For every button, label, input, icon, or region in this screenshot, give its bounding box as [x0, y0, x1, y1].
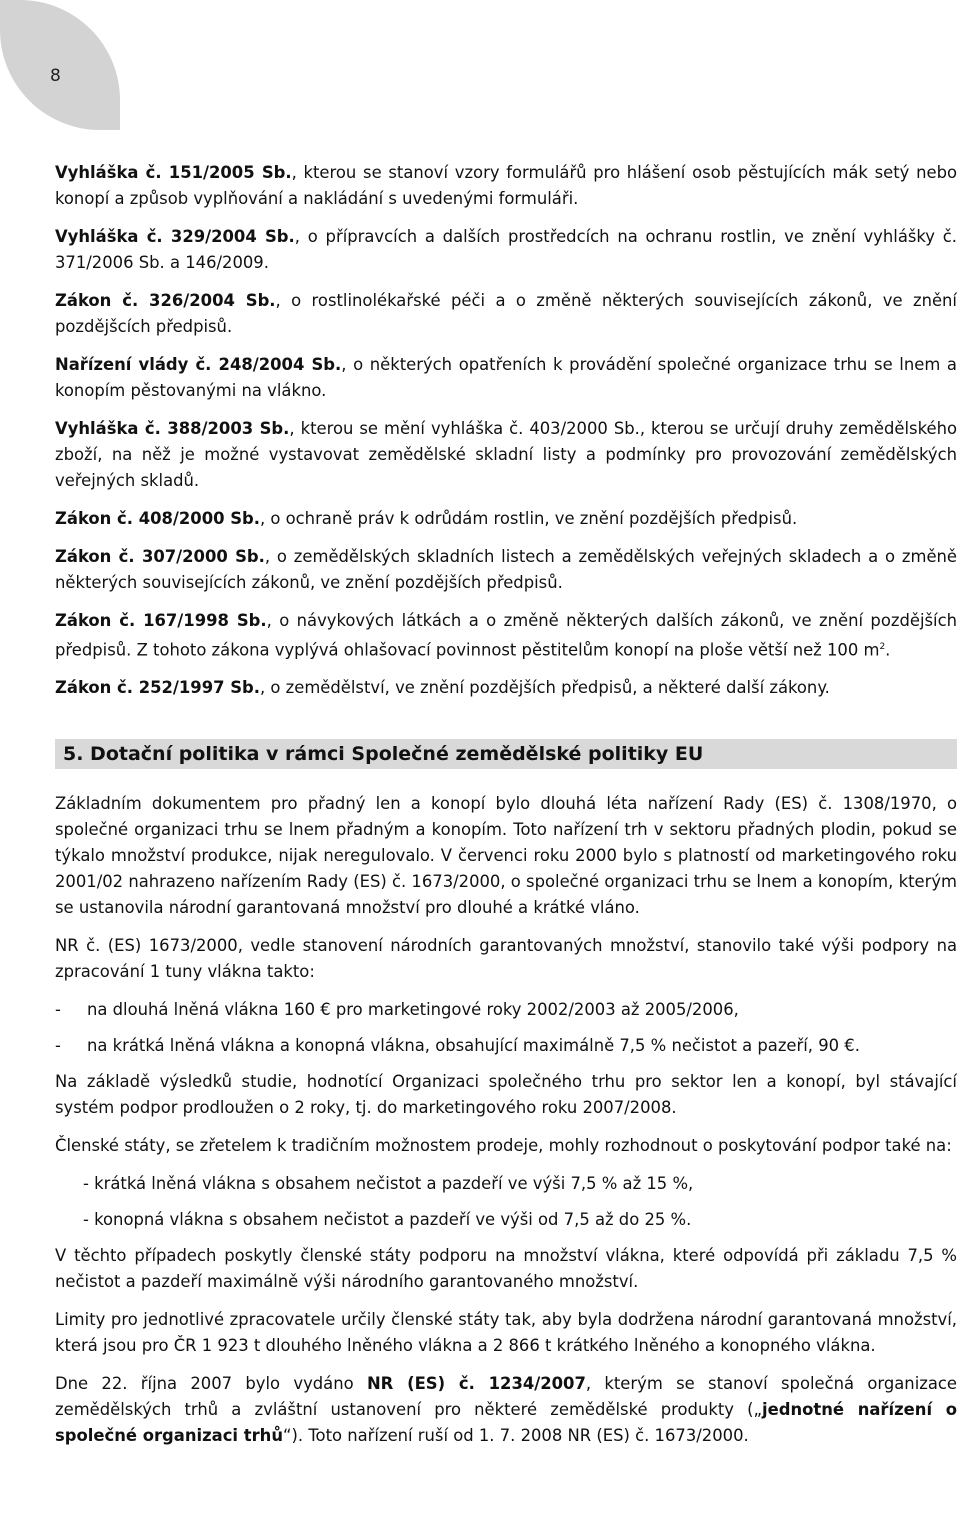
legislation-item — [55, 608, 957, 663]
section-heading-bar — [55, 739, 957, 769]
legislation-item — [55, 288, 957, 340]
legislation-text: , kterou se stanoví vzory formulářů pro hlášení osob pěstujících mák setý nebo konopí a způsob vyplňování a nakládání s uvedenými formuláři. — [55, 163, 957, 208]
legislation-ref: Zákon č. 307/2000 Sb. — [55, 547, 265, 566]
bold-text-run: jednotné nařízení o společné organizaci trhů — [55, 1400, 957, 1446]
legislation-text: , o rostlinolékařské péči a o změně některých souvisejících zákonů, ve znění pozdějšcích předpisů. — [55, 291, 957, 336]
legislation-text: , o ochraně práv k odrůdám rostlin, ve znění pozdějších předpisů. — [259, 509, 798, 528]
sub-list-item: - konopná vlákna s obsahem nečistot a pazdeří ve výši od 7,5 až do 25 %. — [83, 1210, 692, 1230]
sub-list-item: - krátká lněná vlákna s obsahem nečistot a pazdeří ve výši 7,5 % až 15 %, — [83, 1174, 694, 1194]
legislation-item — [55, 675, 957, 701]
legislation-ref: Zákon č. 167/1998 Sb. — [55, 611, 267, 630]
legislation-text: , o přípravcích a dalších prostředcích na ochranu rostlin, ve znění vyhlášky č. 371/2006 Sb. a 146/2009. — [55, 227, 958, 272]
list-item — [55, 1033, 957, 1059]
text-run: Dne 22. října 2007 bylo vydáno — [55, 1374, 367, 1394]
text-run: , kterým se stanoví společná organizace zemědělských trhů a zvláštní ustanovení pro některé zemědělské produkty („ — [55, 1374, 957, 1420]
legislation-item — [55, 416, 957, 494]
page-number: 8 — [50, 66, 61, 86]
legislation-text: , o zemědělství, ve znění pozdějších předpisů, a některé další zákony. — [259, 678, 830, 698]
list-item — [55, 997, 957, 1023]
list-item-text: na dlouhá lněná vlákna 160 € pro marketingové roky 2002/2003 až 2005/2006, — [87, 1000, 739, 1020]
legislation-ref: Vyhláška č. 388/2003 Sb. — [55, 419, 290, 438]
paragraph: NR č. (ES) 1673/2000, vedle stanovení národních garantovaných množství, stanovilo také výši podpory na zpracování 1 tuny vlákna takto: — [55, 936, 957, 982]
legislation-text: , o zemědělských skladních listech a zemědělských veřejných skladech a o změně některých souvisejících zákonů, ve znění pozdějších předpisů. — [55, 547, 957, 592]
legislation-item — [55, 224, 957, 276]
section-title: 5. Dotační politika v rámci Společné zemědělské politiky EU — [63, 743, 704, 766]
bold-text-run: NR (ES) č. 1234/2007 — [366, 1374, 586, 1394]
legislation-ref: Zákon č. 326/2004 Sb. — [55, 291, 276, 310]
document-body — [55, 160, 957, 1461]
legislation-ref: Vyhláška č. 329/2004 Sb. — [55, 227, 295, 246]
legislation-list — [55, 160, 957, 701]
paragraph: Členské státy, se zřetelem k tradičním možnostem prodeje, mohly rozhodnout o poskytování podpor také na: — [55, 1136, 952, 1156]
legislation-item — [55, 352, 957, 404]
list-item-text: na krátká lněná vlákna a konopná vlákna, obsahující maximálně 7,5 % nečistot a pazeří, 90 €. — [87, 1036, 860, 1056]
legislation-ref: Zákon č. 408/2000 Sb. — [55, 509, 260, 528]
list-dash: - — [55, 1000, 61, 1020]
legislation-ref: Nařízení vlády č. 248/2004 Sb. — [55, 355, 342, 374]
paragraph: Limity pro jednotlivé zpracovatele určily členské státy tak, aby byla dodržena národní garantovaná množství, která jsou pro ČR 1 923 t dlouhého lněného vlákna a 2 866 t krátkého lněného a konopného vlákna. — [55, 1310, 957, 1356]
page-corner-leaf — [0, 0, 120, 130]
legislation-ref: Zákon č. 252/1997 Sb. — [55, 678, 260, 698]
paragraph — [55, 1371, 957, 1449]
text-run: “). Toto nařízení ruší od 1. 7. 2008 NR (ES) č. 1673/2000. — [283, 1426, 749, 1446]
paragraph: Základním dokumentem pro přadný len a konopí bylo dlouhá léta nařízení Rady (ES) č. 1308/1970, o společné organizaci trhu se lnem přadným a konopím. Toto nařízení trh v sektoru přadných plodin, pokud se týkalo množství produkce, nijak neregulovalo. V červenci roku 2000 bylo s platností od marketingového roku 2001/02 nahrazeno nařízením Rady (ES) č. 1673/2000, o společné organizaci trhu se lnem a konopím, kterým se ustanovila národní garantovaná množství pro dlouhé a krátké vláno. — [55, 794, 957, 918]
legislation-text: , kterou se mění vyhláška č. 403/2000 Sb., kterou se určují druhy zemědělského zboží, na něž je možné vystavovat zemědělské skladní listy a podmínky pro provozování zemědělských veřejných skladů. — [55, 419, 957, 490]
legislation-tail: . — [885, 640, 891, 660]
legislation-item — [55, 506, 957, 532]
legislation-item — [55, 544, 957, 596]
legislation-text: , o některých opatřeních k provádění společné organizace trhu se lnem a konopím pěstovanými na vlákno. — [55, 355, 957, 400]
list-dash: - — [55, 1036, 61, 1056]
legislation-item — [55, 160, 957, 212]
paragraph: V těchto případech poskytly členské státy podporu na množství vlákna, které odpovídá při základu 7,5 % nečistot a pazdeří maximálně výši národního garantovaného množství. — [55, 1246, 957, 1292]
legislation-ref: Vyhláška č. 151/2005 Sb. — [55, 163, 292, 182]
superscript: 2 — [879, 642, 886, 652]
paragraph: Na základě výsledků studie, hodnotící Organizaci společného trhu pro sektor len a konopí, byl stávající systém podpor prodloužen o 2 roky, tj. do marketingového roku 2007/2008. — [55, 1072, 957, 1118]
legislation-text: , o návykových látkách a o změně některých dalších zákonů, ve znění pozdějších předpisů. Z tohoto zákona vyplývá ohlašovací povinnost pěstitelům konopí na ploše větší než 100 m — [55, 611, 957, 660]
